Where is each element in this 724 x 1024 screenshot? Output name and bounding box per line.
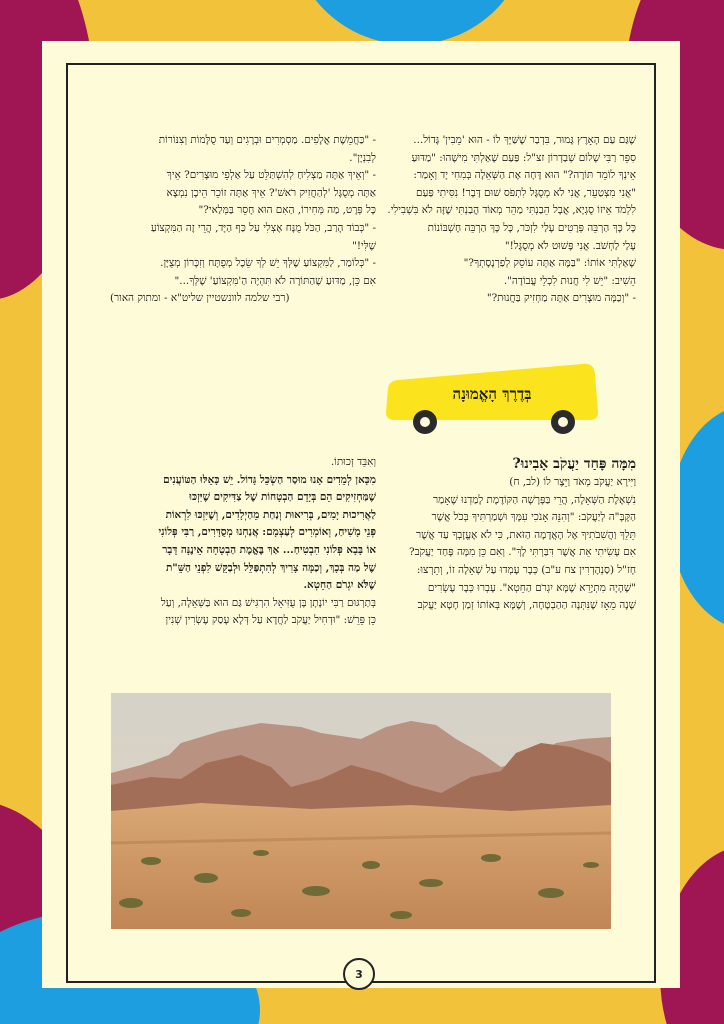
photo-sand <box>111 803 611 929</box>
page <box>42 41 680 988</box>
text-line: חָז"ל (סַנְהֶדְרִין צח ע"ב) כְּבָר עָמְדוּ עַל שְׁאֵלָה זוֹ, וְתֵרְצוּ: <box>416 563 636 576</box>
text-line: הַקָּבָּ"ה לְיַעֲקֹב: "וְהִנֵּה אָנֹכִי עִמָּךְ וּשְׁמַרְתִּיךָ בְּכֹל אֲשֶׁר <box>431 511 636 524</box>
text-line: שֶׁלִּי!" <box>352 239 376 252</box>
bus-hub-right <box>558 417 568 427</box>
text-line: נִשְׁאֶלֶת הַשְּׁאֵלָה, הֲרֵי בַּפָּרָשָׁה הַקּוֹדֶמֶת לָמַדְנוּ שֶׁאָמַר <box>433 493 636 506</box>
text-line: - "כְּבוֹד הָרַב, הַכֹּל מֻנָּח אֶצְלִי עַל כַּף הַיָּד, הֲרֵי זֶה הַמִּקְצוֹעַ <box>150 221 376 234</box>
article-left-column <box>110 454 376 630</box>
bold-text-line: מִכָּאן לְמֵדִים אָנוּ מוּסַר הַשְׂכֵּל גָּדוֹל. יֵשׁ כָּאֵלּוּ הַטּוֹעֲנִים <box>163 473 376 486</box>
text-line: - "כְּלוֹמַר, לַמִּקְצוֹעַ שֶׁלְּךָ יֵשׁ לְךָ שֵׂכֶל מְפֻתָּח וְזִכָּרוֹן מְצֻיָּן. <box>160 257 376 270</box>
text-line: עָלַי לַחְשֹׁב. אֲנִי פָּשׁוּט לֹא מְסֻגָּל!" <box>504 239 636 252</box>
story-left-column <box>110 132 376 308</box>
page-number: 3 <box>343 958 375 990</box>
bold-text-line: פְּנֵי מָשִׁיחַ, וְאוֹמְרִים לְעַצְמָם: אֲנַחְנוּ מְסֻדָּרִים, רַבִּי פְּלוֹנִי <box>158 526 376 539</box>
bold-text-line: שֶׁלֹּא יִגְרֹם הַחֵטְא. <box>303 579 376 592</box>
bold-text-line: אוֹ בָּבָא פְּלוֹנִי הִבְטִיחַ... אַךְ בֶּאֱמֶת הַבְטָחָה אֵינֶנָּה דָּבָר <box>162 543 376 556</box>
text-line: כָּל כָּךְ הַרְבֵּה פְּרָטִים עָלַי לִזְכֹּר, כָּל כָּךְ הַרְבֵּה חֶשְׁבּוֹנוֹת <box>427 221 636 234</box>
text-line: אִם כֵּן, מַדּוּעַ שֶׁהַתּוֹרָה לֹא תִּהְיֶה הַ'מִּקְצוֹעַ' שֶׁלְּךָ..." <box>174 274 376 287</box>
text-line: אִם עָשִׂיתִי אֵת אֲשֶׁר דִּבַּרְתִּי לָךְ". וְאִם כֵּן מִמָּה פָּחַד יַעֲקֹב? <box>409 546 636 559</box>
text-line: שָׁאַלְתִּי אוֹתוֹ: "בַּמֶּה אַתָּה עוֹסֵק לְפַרְנָסָתְךָ?" <box>463 257 636 270</box>
blue-blob-top <box>290 0 530 45</box>
text-line: כֵּן פֵּרֵשׁ: "וּדְחִיל יַעֲקֹב לַחֲדָא עַל דְּלָא עָסַק עֶשְׂרִין שְׁנִין <box>165 614 376 627</box>
text-line: - "וְאֵיךְ אַתָּה מַצְלִיחַ לְהִשְׁתַּלֵּט עַל אַלְפֵי מוּצָרִים? אֵיךְ <box>166 169 376 182</box>
text-line: לִלְמֹד אֵיזוֹ סֻגְיָא, אֲבָל הֵבַנְתִּי מַהֵר מְאוֹד הֲבַנְתִּי שֶׁזֶּה לֹא בִּשְׁבִילִי. <box>387 204 636 217</box>
text-line: בְּתַרְגּוּם רַבִּי יוֹנָתָן בֶּן עֻזִּיאֵל הִרְגִּישׁ גַּם הוּא בַּשְּׁאֵלָה, וְעַל <box>160 596 376 609</box>
article-right-column <box>386 454 636 615</box>
text-line: הֵשִׁיב: "יֵשׁ לִי חֲנוּת לִכְלֵי עֲבוֹדָה". <box>503 274 636 287</box>
text-line: אֵינְךָ לוֹמֵד תּוֹרָה?" הוּא דָּחָה אֶת הַשְּׁאֵלָה בְּמִחִי יָד וְאָמַר: <box>413 169 636 182</box>
verse-quote: וַיִּירָא יַעֲקֹב מְאֹד וַיֵּצֶר לוֹ (לב, ח) <box>509 476 636 488</box>
bold-text-line: שֶׁמַּחְזִיקִים הֵם בְּיָדָם הַבְטָחוֹת שֶׁל צַדִּיקִים שֶׁיִּזְכּוּ <box>189 491 376 504</box>
text-line: לְבִנְיָן". <box>349 151 376 164</box>
text-line: - "וְכַמָּה מוּצָרִים אַתָּה מַחְזִיק בַּחֲנוּת?" <box>486 292 636 305</box>
text-line: תֵּלֵךְ וַהֲשִׁבֹתִיךָ אֶל הָאֲדָמָה הַזֹּאת, כִּי לֹא אֶעֱזָבְךָ עַד אֲשֶׁר <box>416 528 636 541</box>
text-line: שֶׁגַּם עַם הָאָרֶץ גָּמוּר, בִּדְבַר שֶׁשַּׁיָּךְ לוֹ - הוּא 'מֵבִין' גָּדוֹל... <box>413 134 636 146</box>
text-line: "שֶׁהָיָה מִתְיָרֵא שֶׁמָּא יִגְרֹם הַחֵטְא". עָבְרוּ כְּבָר עֶשְׂרִים <box>427 581 636 594</box>
story-right-column <box>386 132 636 308</box>
bold-text-line: לַאֲרִיכוּת יָמִים, בְּרִיאוּת וְנַחַת מֵהַיְלָדִים, וְשֶׁיִּזְכּוּ לִרְאוֹת <box>165 508 376 521</box>
bus-hub-left <box>420 417 430 427</box>
text-line: - "כַּחֲמֵשֶׁת אֲלָפִים. מַסְמְרִים וּבְרָגִים וְעַד סֻלָּמוֹת וְצִנּוֹרוֹת <box>158 134 376 146</box>
source-credit: (רבי שלמה לוונשטיין שליט"א - ומתוק האור) <box>110 292 290 305</box>
desert-photo <box>111 693 611 929</box>
text-line: סִפֵּר רַבִּי שָׁלוֹם שְׁבַדְרוֹן זצ"ל: פַּעַם שָׁאַלְתִּי מִישֶׁהוּ: "מַדּוּעַ <box>411 151 636 164</box>
banner-title: בְּדֶרֶךְ הָאֱמוּנָה <box>452 385 532 403</box>
text-line: וְאִבֵּד זְכוּתוֹ. <box>330 456 376 468</box>
text-line: שָׁנָה מֵאָז שֶׁנִּתְּנָה הַהַבְטָחָה, וְשֶׁמָּא בְּאוֹתוֹ זְמַן חָטָא יַעֲקֹב <box>417 599 636 612</box>
article-heading: מִמָּה פָּחַד יַעֲקֹב אָבִינוּ? <box>512 456 636 472</box>
text-line: אַתָּה מְסֻגָּל 'לְהַחֲזִיק רֹאשׁ'? אֵיךְ אַתָּה זוֹכֵר הֵיכָן נִמְצָא <box>166 186 376 199</box>
bold-text-line: שֶׁל מַה בְּכָךְ, וְכַמָּה צָרִיךְ לְהִתְפַּלֵּל וּלְבַקֵּשׁ לִפְנֵי הַשֵּׁ"ת <box>165 561 376 574</box>
text-line: "אֲנִי מִצְטַעֵר, אֲנִי לֹא מְסֻגָּל לִתְפֹּס שׁוּם דָּבָר! נִסִּיתִי פַּעַם <box>415 186 636 199</box>
bus-banner <box>380 354 602 436</box>
text-line: כָּל פְּרָט, מַה מְּחִירוֹ, הַאִם הוּא חָסֵר בַּמְּלַאי?" <box>198 204 376 217</box>
